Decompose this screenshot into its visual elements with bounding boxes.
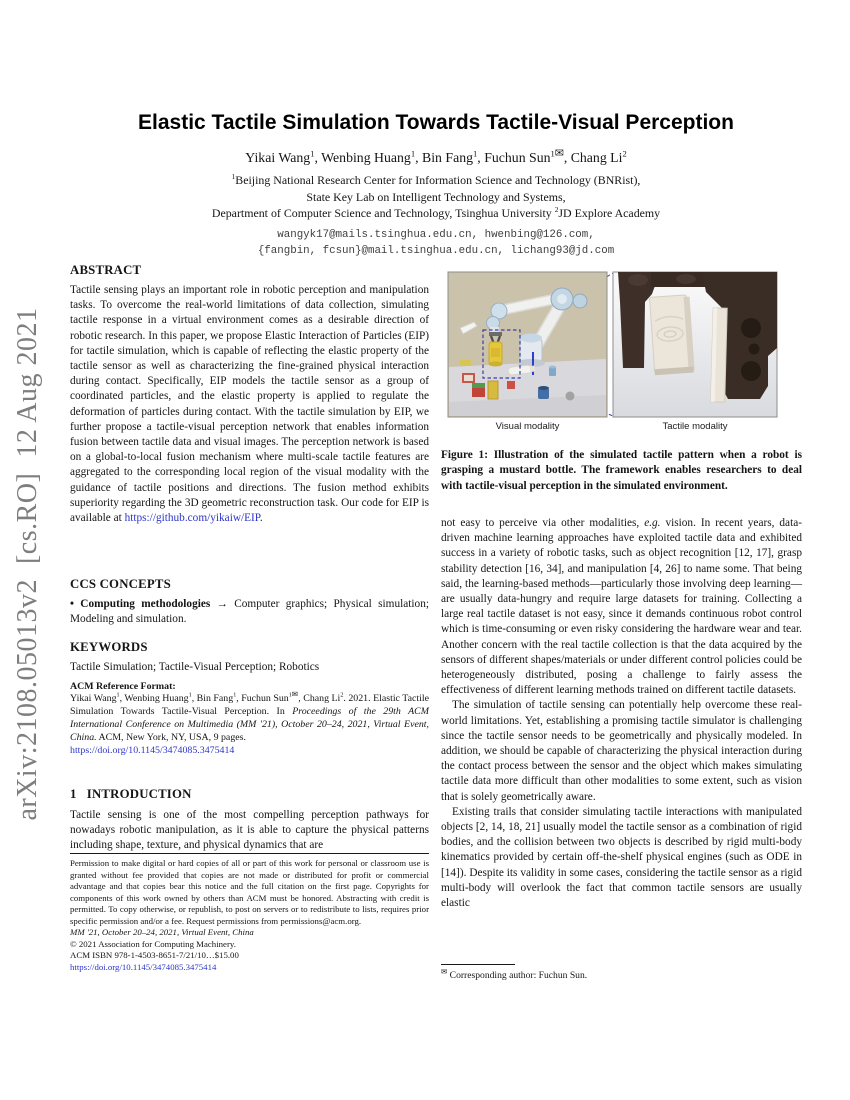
affiliation-line-2: State Key Lab on Intelligent Technology and Systems, bbox=[306, 189, 566, 204]
text-run: ACM ISBN 978-1-4503-8651-7/21/10…$15.00 bbox=[70, 950, 239, 961]
hyperlink[interactable]: https://doi.org/10.1145/3474085.3475414 bbox=[70, 744, 235, 756]
text-run: , Bin Fang bbox=[191, 693, 234, 704]
text-run: © 2021 Association for Computing Machinery. bbox=[70, 938, 236, 949]
figure1-caption: Figure 1: Illustration of the simulated tactile pattern when a robot is grasping a mustard bottle. The framework enables researchers to deal with tactile-visual perception in the simulated environment. bbox=[441, 449, 802, 492]
body-paragraph-3: Existing trails that consider simulating tactile interactions with manipulated objects [2, 14, 18, 21] usually model the tactile sensor as a combination of rigid bodies, and the collision between two objects is described by rigid multi-body kinematics provided by certain off-the-shelf physical engines (such as ODE in [14]). Despite its validity in some cases, considering the tactile sensor as a rigid multi-body will overlook the fact that common tactile sensors are usually elastic bbox=[441, 805, 802, 910]
text-run: 1 bbox=[233, 692, 237, 699]
footnote-rule-right bbox=[441, 964, 515, 965]
permission-block bbox=[70, 858, 429, 973]
text-run: Corresponding author: Fuchun Sun. bbox=[447, 970, 588, 981]
text-run: , Chang Li bbox=[563, 150, 623, 165]
text-run: 1 bbox=[231, 172, 236, 182]
text-run: 1 bbox=[116, 692, 120, 699]
text-run: Tactile sensing plays an important role in robotic perception and manipulation tasks. To overcome the real-world limitations of data collection, simulating tactile response in a virtual environment comes as a desirable direction of robotic research. In this paper, we propose Elastic Interaction of Particles (EIP) for tactile simulation, which is capable of reflecting the elastic property of the tactile sensor as well as characterizing the fine-grained physical interaction during contact. Specifically, EIP models the tactile sensor as a group of coordinated particles, and the elastic property is applied to regulate the deformation of particles during contact. With the tactile simulation by EIP, we further propose a tactile-visual perception network that enables information fusion between tactile data and visual images. The perception network is based on a global-to-local fusion mechanism where multi-scale tactile features are aggregated to the corresponding local region of the visual modality with the guidance of tactile positions and directions. The fusion method exhibits superiority regarding the 3D geometric reconstruction task. Our code for EIP is available at bbox=[70, 284, 429, 525]
email-line-2: {fangbin, fcsun}@mail.tsinghua.edu.cn, lichang93@jd.com bbox=[257, 245, 615, 258]
text-run: 1 bbox=[473, 148, 478, 159]
text-run: e.g. bbox=[644, 517, 661, 529]
hyperlink[interactable]: https://github.com/yikaiw/EIP bbox=[124, 512, 260, 525]
introduction-body: Tactile sensing is one of the most compelling perception pathways for nowadays robotic manipulation, as it is able to capture the physical patterns including shape, texture, and physical dynamics that are bbox=[70, 809, 429, 852]
text-run: Yikai Wang bbox=[70, 693, 117, 704]
text-run: 1 bbox=[188, 692, 192, 699]
corresponding-author-footnote bbox=[441, 966, 802, 982]
text-run: ACM, New York, NY, USA, 9 pages. bbox=[96, 731, 246, 743]
keywords-body: Tactile Simulation; Tactile-Visual Perception; Robotics bbox=[70, 661, 320, 673]
figure-right-label: Tactile modality bbox=[662, 421, 728, 432]
text-run: MM '21, October 20–24, 2021, Virtual Event, China bbox=[70, 927, 254, 938]
text-run: not easy to perceive via other modalities, bbox=[441, 517, 645, 529]
text-run: . 2021. Elastic Tactile Simulation Towards Tactile-Visual Perception. In bbox=[70, 693, 429, 717]
text-run: , Bin Fang bbox=[415, 150, 474, 165]
right-column-body bbox=[441, 516, 802, 911]
acm-reference-body bbox=[70, 689, 429, 758]
text-run: . bbox=[259, 512, 263, 525]
text-run: 1 bbox=[410, 148, 416, 159]
text-run: ✉ bbox=[441, 966, 448, 976]
text-run: 2 bbox=[554, 205, 559, 215]
arxiv-watermark: arXiv:2108.05013v2 [cs.RO] 12 Aug 2021 bbox=[12, 307, 43, 821]
text-run: • Computing methodologies bbox=[70, 598, 211, 610]
affiliations bbox=[70, 172, 802, 222]
acm-reference-heading: ACM Reference Format: bbox=[70, 681, 176, 692]
text-run: ✉ bbox=[291, 689, 299, 699]
figure1-graphic bbox=[446, 268, 807, 420]
text-run: Beijing National Research Center for Information Science and Technology (BNRist), bbox=[235, 173, 641, 187]
text-run: , Chang Li bbox=[298, 693, 341, 704]
text-run: 1 bbox=[550, 148, 555, 159]
text-run: , Fuchun Sun bbox=[477, 150, 551, 165]
ccs-heading: CCS CONCEPTS bbox=[70, 577, 171, 591]
figure-left-label: Visual modality bbox=[495, 421, 560, 432]
body-paragraph-2: The simulation of tactile sensing can potentially help overcome these real-world limitations. Yet, establishing a promising tactile simulator is challenging since the tactile sensor needs to be geometrically and physically modeled. In addition, we should be capable of characterizing the physical interaction during the contact process between the sensor and the object which makes simulating tactile data more difficult than other modalities to some extent, such as vision that is solely geometrically aware. bbox=[441, 699, 802, 803]
introduction-heading: 1 INTRODUCTION bbox=[70, 787, 192, 801]
text-run: JD Explore Academy bbox=[558, 206, 661, 221]
text-run: 2 bbox=[340, 692, 344, 699]
affiliation-line-3 bbox=[70, 205, 802, 222]
text-run: Proceedings of the 29th ACM International Conference on Multimedia (MM '21), October 20–24, 2021, Virtual Event, China. bbox=[70, 705, 429, 743]
text-run: 1 bbox=[288, 692, 292, 699]
text-run: Yikai Wang bbox=[245, 150, 311, 165]
text-run: 2 bbox=[622, 148, 627, 159]
text-run: → Computer graphics; Physical simulation; Modeling and simulation. bbox=[70, 598, 429, 626]
text-run: vision. In recent years, data-driven machine learning approaches have exploited tactile data and exhibited success in a variety of robotic tasks, such as object recognition [12, 17], grasp stability detection [16, 34], and manipulation [4, 26] to name some. That being said, the learning-based methods—particularly those involving deep learning—are usually data-hungry and require large datasets for training. Collecting a large real tactile dataset is not easy, since it demands continuous robot control which is time-consuming or even risky considering the hardware wear and tear. Another concern with the real tactile collection is that the data acquired by the sensors of different shapes/materials or under different control policies could be heterogeneously distributed, posing a challenge to fairly assess the effectiveness of different learning methods trained on different tactile datasets. bbox=[441, 517, 802, 697]
text-run: Permission to make digital or hard copies of all or part of this work for personal or classroom use is granted without fee provided that copies are not made or distributed for profit or commercial advantage and that copies bear this notice and the full citation on the first page. Copyrights for components of this work owned by others than ACM must be honored. Abstracting with credit is permitted. To copy otherwise, or republish, to post on servers or to redistribute to lists, requires prior specific permission and/or a fee. Request permissions from permissions@acm.org. bbox=[70, 858, 429, 926]
email-line-1: wangyk17@mails.tsinghua.edu.cn, hwenbing@126.com, bbox=[277, 229, 595, 241]
footnote-rule-left bbox=[70, 853, 429, 854]
affiliation-line-1 bbox=[70, 172, 802, 189]
text-run: , Fuchun Sun bbox=[236, 693, 289, 704]
text-run: 1 bbox=[310, 148, 315, 159]
hyperlink[interactable]: https://doi.org/10.1145/3474085.3475414 bbox=[70, 961, 217, 972]
keywords-heading: KEYWORDS bbox=[70, 640, 148, 654]
abstract-body bbox=[70, 283, 429, 526]
author-line bbox=[70, 147, 802, 166]
body-paragraph-1 bbox=[441, 516, 802, 698]
text-run: , Wenbing Huang bbox=[119, 693, 189, 704]
text-run: , Wenbing Huang bbox=[314, 150, 411, 165]
ccs-body bbox=[70, 597, 429, 627]
text-run: ✉ bbox=[554, 147, 564, 160]
paper-title: Elastic Tactile Simulation Towards Tactile-Visual Perception bbox=[138, 111, 734, 134]
text-run: Department of Computer Science and Technology, Tsinghua University bbox=[211, 206, 555, 221]
abstract-heading: ABSTRACT bbox=[70, 263, 142, 277]
emails bbox=[70, 227, 802, 259]
tactile-modality-image bbox=[613, 272, 777, 417]
visual-modality-image bbox=[448, 272, 607, 417]
